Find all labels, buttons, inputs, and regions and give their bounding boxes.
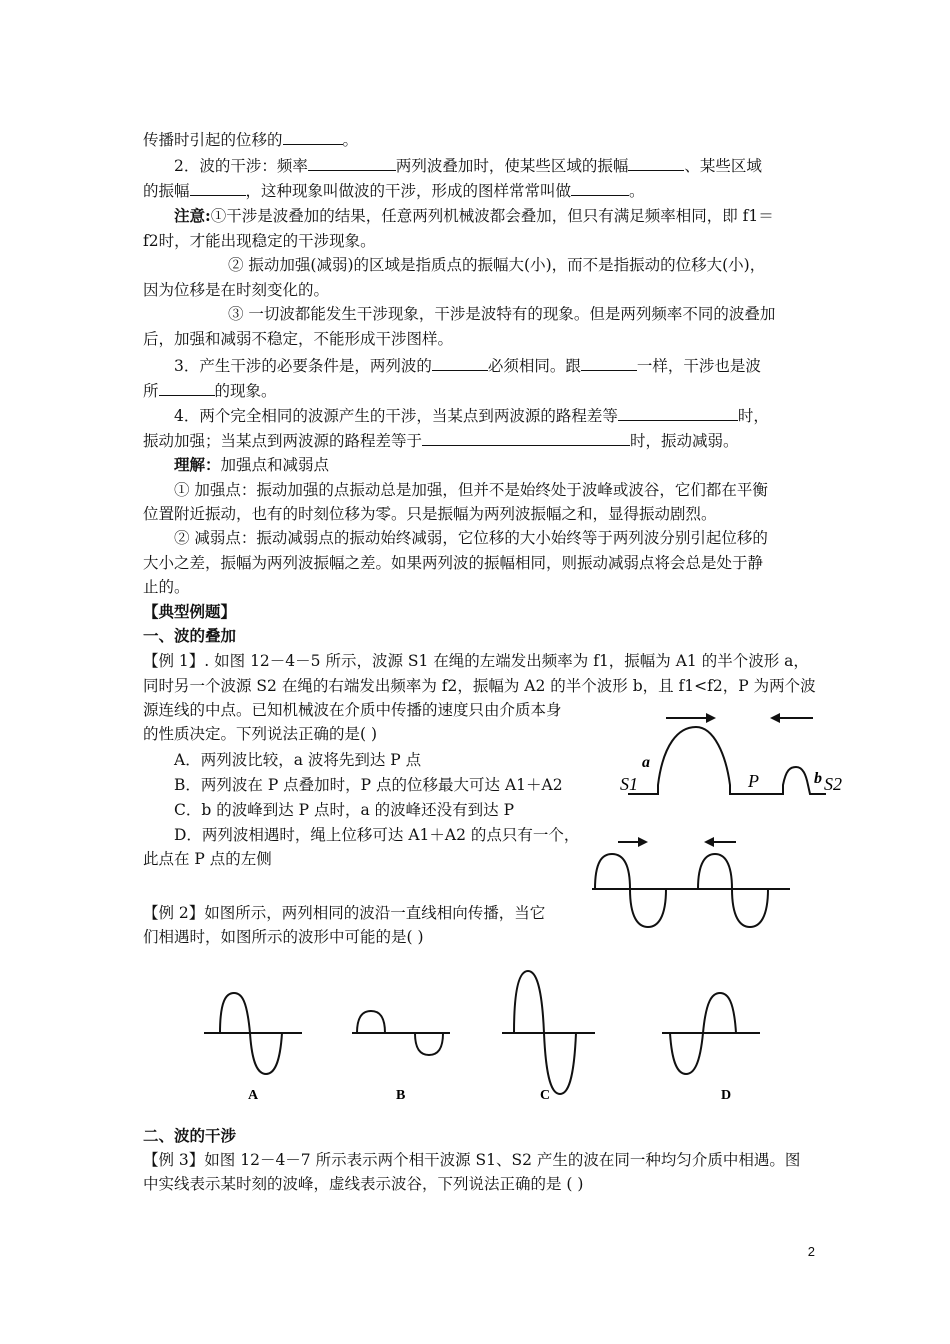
- text-line: 3．产生干涉的必要条件是，两列波的 必须相同。跟 一样，干涉也是波: [174, 357, 761, 375]
- text-line: ① 加强点：振动加强的点振动总是加强，但并不是始终处于波峰或波谷，它们都在平衡: [174, 481, 768, 499]
- example-line: 同时另一个波源 S2 在绳的右端发出频率为 f2，振幅为 A2 的半个波形 b，且 f1<f2，P 为两个波: [143, 677, 816, 695]
- label-S1: S1: [620, 774, 638, 794]
- label-a: a: [642, 754, 650, 771]
- choice-b-figure: [350, 986, 450, 1102]
- choice-c-figure: [500, 966, 600, 1102]
- choice-b-label: B: [396, 1088, 406, 1102]
- text-line: 大小之差，振幅为两列波振幅之差。如果两列波的振幅相同，则振动减弱点将会总是处于静: [143, 554, 764, 572]
- example-line: 们相遇时，如图所示的波形中可能的是( ): [143, 928, 424, 946]
- rope-wave-figure: [618, 705, 848, 800]
- example-line: 中实线表示某时刻的波峰，虚线表示波谷，下列说法正确的是 ( ): [143, 1175, 584, 1193]
- text-line: 4．两个完全相同的波源产生的干涉，当某点到两波源的路程差等 时，: [174, 407, 769, 425]
- example-line: 【例 2】如图所示，两列相同的波沿一直线相向传播，当它: [143, 904, 546, 922]
- fill-blank: [581, 355, 637, 371]
- text-line: 2．波的干涉：频率 两列波叠加时，使某些区域的振幅 、某些区域: [174, 157, 762, 175]
- choice-d-label: D: [721, 1088, 732, 1102]
- part-title: 二、波的干涉: [143, 1126, 237, 1145]
- label-P: P: [748, 771, 759, 791]
- fill-blank: [159, 380, 215, 396]
- text-line: 传播时引起的位移的 。: [143, 131, 359, 149]
- text-line: ③ 一切波都能发生干涉现象，干涉是波特有的现象。但是两列频率不同的波叠加: [228, 305, 776, 323]
- part-title: 一、波的叠加: [143, 626, 237, 645]
- text-line: f2时，才能出现稳定的干涉现象。: [143, 232, 376, 250]
- text-line: 振动加强；当某点到两波源的路程差等于 时，振动减弱。: [143, 432, 739, 450]
- fill-blank: [571, 180, 629, 196]
- section-header: 【典型例题】: [143, 602, 237, 621]
- text-line: ② 减弱点：振动减弱点的振动始终减弱，它位移的大小始终等于两列波分别引起位移的: [174, 529, 768, 547]
- example-line: 【例 3】如图 12－4－7 所示表示两个相干波源 S1、S2 产生的波在同一种均匀介质中相遇。图: [143, 1151, 801, 1169]
- text-line: ② 振动加强(减弱)的区域是指质点的振幅大(小)，而不是指振动的位移大(小)，: [228, 256, 766, 274]
- option-a: A．两列波比较，a 波将先到达 P 点: [174, 751, 422, 769]
- label-S2: S2: [824, 774, 842, 794]
- fill-blank: [190, 180, 246, 196]
- example-line: 的性质决定。下列说法正确的是( ): [143, 725, 378, 743]
- text-line: 因为位移是在时刻变化的。: [143, 281, 330, 299]
- note-line: 注意:①干涉是波叠加的结果，任意两列机械波都会叠加，但只有满足频率相同，即 f1＝: [174, 206, 774, 225]
- text-line: 止的。: [143, 578, 190, 596]
- text-line: 的振幅 ，这种现象叫做波的干涉，形成的图样常常叫做 。: [143, 182, 645, 200]
- example-line: 【例 1】. 如图 12－4－5 所示，波源 S1 在绳的左端发出频率为 f1，振幅为 A1 的半个波形 a，: [143, 652, 809, 670]
- fill-blank: [422, 430, 630, 446]
- fill-blank: [308, 155, 396, 171]
- choice-d-figure: [660, 986, 760, 1102]
- option-b: B．两列波在 P 点叠加时，P 点的位移最大可达 A1＋A2: [174, 776, 563, 794]
- text-line: 理解：加强点和减弱点: [174, 455, 330, 474]
- fill-blank: [283, 129, 343, 145]
- example-line: 源连线的中点。已知机械波在介质中传播的速度只由介质本身: [143, 701, 562, 719]
- text-line: 所 的现象。: [143, 382, 277, 400]
- approaching-waves-figure: [590, 832, 800, 932]
- fill-blank: [628, 155, 684, 171]
- option-d: D．两列波相遇时，绳上位移可达 A1＋A2 的点只有一个，: [174, 826, 580, 844]
- choice-a-label: A: [248, 1088, 259, 1102]
- fill-blank: [432, 355, 488, 371]
- fill-blank: [618, 405, 738, 421]
- choice-c-label: C: [540, 1088, 551, 1102]
- text-line: 后，加强和减弱不稳定，不能形成干涉图样。: [143, 330, 454, 348]
- option-c: C．b 的波峰到达 P 点时，a 的波峰还没有到达 P: [174, 801, 515, 819]
- option-d-continued: 此点在 P 点的左侧: [143, 850, 272, 868]
- choice-a-figure: [202, 986, 302, 1102]
- text-line: 位置附近振动，也有的时刻位移为零。只是振幅为两列波振幅之和，显得振动剧烈。: [143, 505, 717, 523]
- label-b: b: [814, 770, 822, 787]
- page-number: 2: [807, 1244, 815, 1259]
